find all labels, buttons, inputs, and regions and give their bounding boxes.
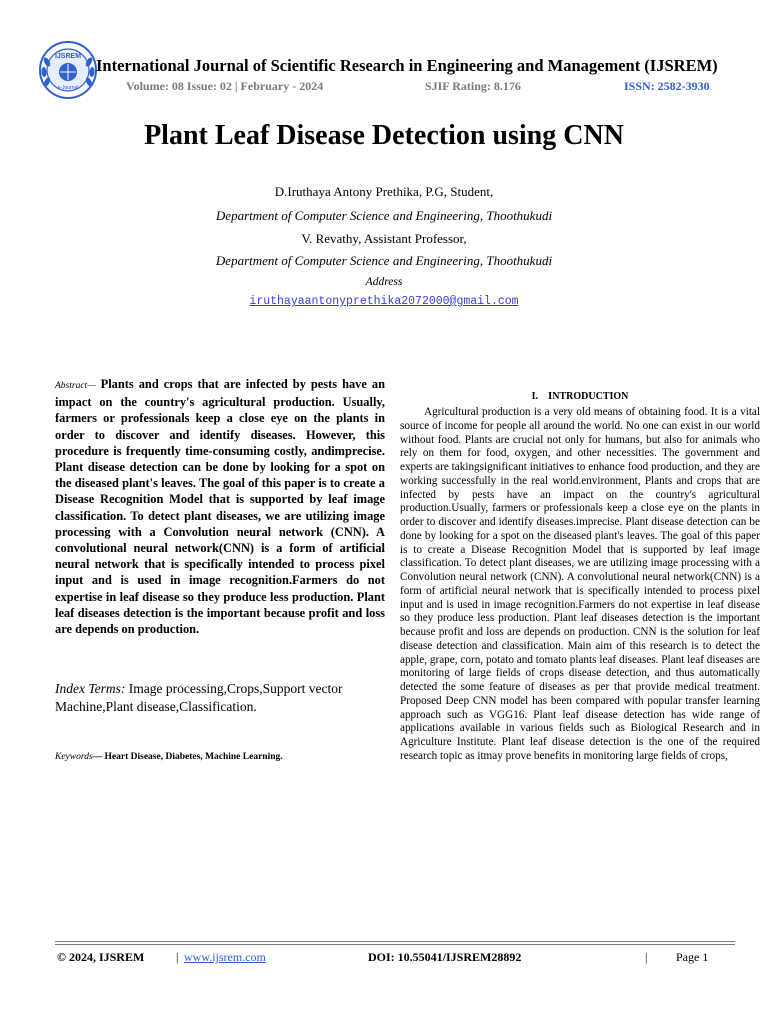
abstract-text: Plants and crops that are infected by pests have an impact on the country's agricultural production. Usually, farmers or professionals keep a close eye on the plants in order to discover and identify diseases. However, this procedure is frequently time-consuming costly, andimprecise. Plant disease detection can be done by looking for a spot on the diseased plant's leaves. The goal of this paper is to create a Disease Recognition Model that is supported by leaf image classification. To detect plant diseases, we are utilizing image processing with a Convolution neural network (CNN). A convolutional neural network(CNN) is a form of artificial neural network that is specifically intended to process pixel input and is used in image recognition.Farmers do not expertise in leaf disease so they produce less production. Plant leaf diseases detection is the important because profit and loss are depends on production. bbox=[55, 377, 385, 637]
index-terms-label: Index Terms: bbox=[55, 681, 126, 696]
affiliation-2: Department of Computer Science and Engineering, Thoothukudi bbox=[215, 253, 553, 268]
keywords bbox=[55, 750, 385, 764]
logo-top-text: IJSREM bbox=[54, 53, 82, 60]
footer-rule-thin bbox=[55, 944, 735, 945]
email-row bbox=[0, 292, 768, 308]
logo-bottom-text: e-Journal bbox=[57, 85, 79, 91]
paper-title: Plant Leaf Disease Detection using CNN bbox=[144, 120, 624, 151]
footer-website-link[interactable]: www.ijsrem.com bbox=[184, 950, 266, 964]
section-heading-introduction bbox=[400, 390, 760, 402]
author-email-link[interactable]: iruthayaantonyprethika2072000@gmail.com bbox=[249, 295, 519, 308]
section-heading-rest: NTRODUCTION bbox=[552, 391, 629, 402]
footer-copyright: © 2024, IJSREM bbox=[57, 950, 145, 964]
affiliation-1: Department of Computer Science and Engineering, Thoothukudi bbox=[215, 208, 553, 223]
index-terms-text: Image processing,Crops,Support vector Machine,Plant disease,Classification. bbox=[55, 681, 343, 714]
footer-separator-2: | bbox=[645, 950, 648, 964]
sjif-rating: SJIF Rating: 8.176 bbox=[425, 79, 521, 93]
introduction-body bbox=[400, 406, 760, 764]
abstract-label: Abstract— bbox=[55, 381, 96, 391]
section-numeral: I. bbox=[531, 391, 538, 402]
author-2: V. Revathy, Assistant Professor, bbox=[301, 231, 467, 246]
section-heading-initial: I bbox=[548, 390, 553, 402]
volume-issue: Volume: 08 Issue: 02 | February - 2024 bbox=[126, 79, 324, 93]
keywords-text: — Heart Disease, Diabetes, Machine Learning. bbox=[92, 752, 283, 762]
footer-rule bbox=[55, 941, 735, 942]
index-terms bbox=[55, 680, 385, 716]
footer-page-number: Page 1 bbox=[676, 950, 709, 964]
footer-doi: DOI: 10.55041/IJSREM28892 bbox=[368, 950, 522, 964]
issn: ISSN: 2582-3930 bbox=[624, 79, 710, 93]
abstract bbox=[55, 376, 385, 637]
journal-title: International Journal of Scientific Research in Engineering and Management (IJSREM) bbox=[96, 56, 718, 75]
journal-logo bbox=[38, 40, 98, 100]
address-label: Address bbox=[365, 276, 403, 288]
author-1: D.Iruthaya Antony Prethika, P.G, Student, bbox=[274, 184, 494, 199]
introduction-text: Agricultural production is a very old means of obtaining food. It is a vital source of income for people all around the world. No one can exist in our world without food. Plants are crucial not only for humans, but also for animals who rely on them for food, oxygen, and other necessities. The government and experts are takingsignificant initiatives to enhance food production, and they are working successfully in the real world.environment, Plants and crops that are infected by pests have an impact on the country's agricultural production.Usually, farmers or professionals keep a close eye on the plants in order to discover and identify diseases.imprecise. Plant disease detection can be done by looking for a spot on the diseased plant's leaves. The goal of this paper is to create a Disease Recognition Model that is supported by leaf image classification. To detect plant diseases, we are utilizing image processing with a Convolution neural network (CNN). A convolutional neural network(CNN) is a form of artificial neural network that is specifically intended to process pixel input and is used in image recognition.Farmers do not expertise in leaf disease so they produce less production. Plant leaf diseases detection is the important because profit and loss are depends on production. CNN is the solution for leaf disease detection and classification. Main aim of this research is to detect the apple, grape, corn, potato and tomato plants leaf diseases. Plant leaf diseases are monitoring of large fields of crops disease detection, and thus automatically detected the some feature of diseases as per that provide medical treatment. Proposed Deep CNN model has been compared with popular transfer learning approach such as VGG16. Plant leaf disease detection has wide range of applications available in various fields such as Biological Research and in Agriculture Institute. Plant leaf disease detection is the one of the required research topic as itmay prove benefits in monitoring large fields of crops, bbox=[400, 406, 760, 762]
footer-separator-1: | bbox=[176, 950, 179, 964]
keywords-label: Keywords bbox=[55, 752, 93, 762]
